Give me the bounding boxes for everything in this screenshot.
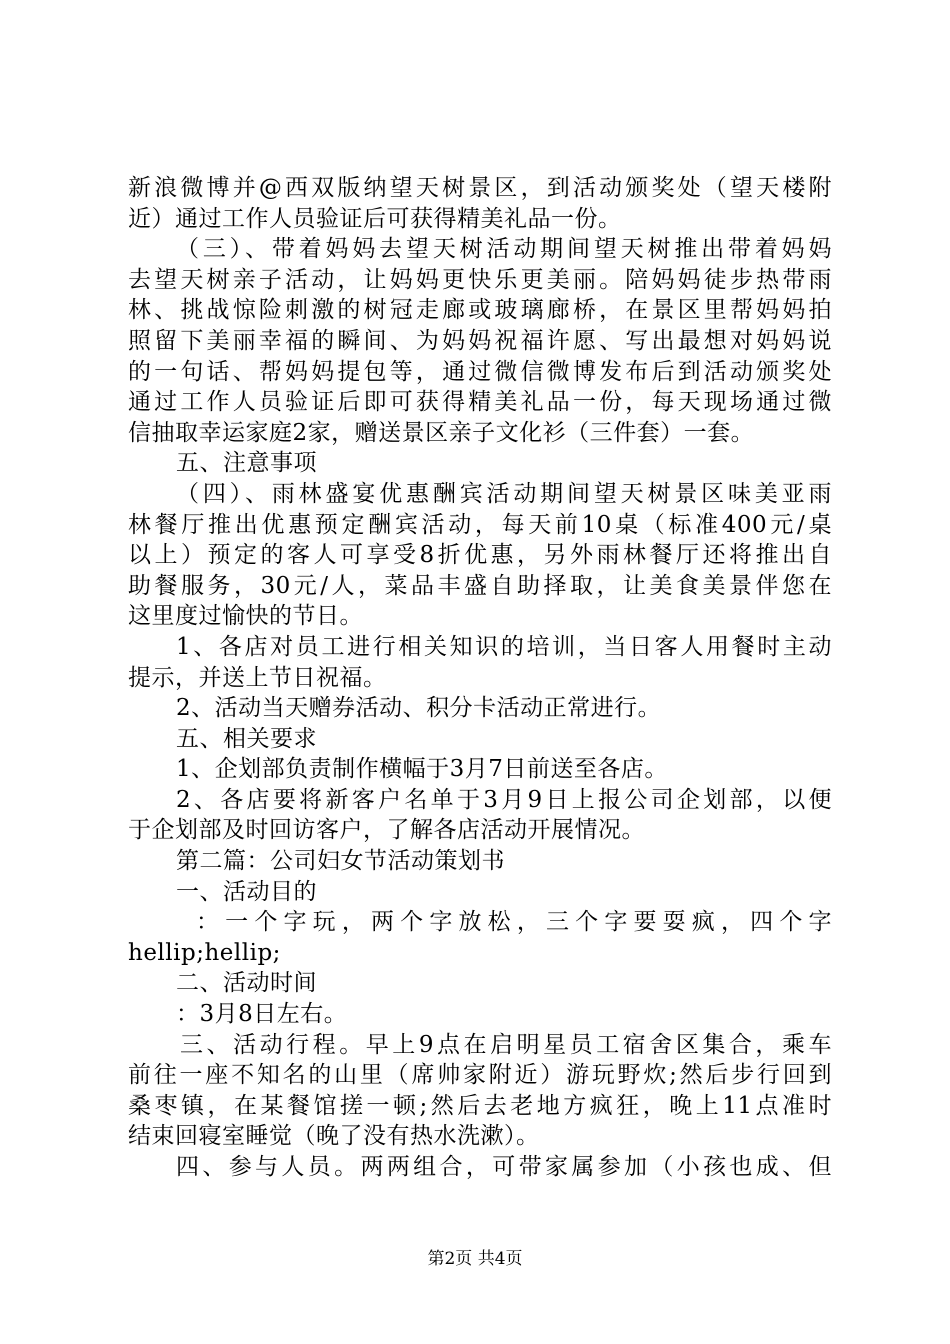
page-number-footer: 第2页 共4页 xyxy=(427,1249,523,1269)
text-line: 以上）预定的客人可享受8折优惠，另外雨林餐厅还将推出自 xyxy=(128,542,832,569)
text-line: 信抽取幸运家庭2家，赠送景区亲子文化衫（三件套）一套。 xyxy=(128,419,755,446)
text-line: ：一个字玩，两个字放松，三个字要耍疯，四个字 xyxy=(196,909,832,936)
text-line: 新浪微博并@西双版纳望天树景区，到活动颁奖处（望天楼附 xyxy=(128,175,832,201)
chapter-heading: 第二篇：公司妇女节活动策划书 xyxy=(176,848,505,875)
text-line: 通过工作人员验证后即可获得精美礼品一份，每天现场通过微 xyxy=(128,389,832,416)
section-heading: 五、相关要求 xyxy=(176,725,317,752)
text-line: 于企划部及时回访客户，了解各店活动开展情况。 xyxy=(128,817,645,844)
section-heading: 一、活动目的 xyxy=(176,878,317,905)
text-line: 四、参与人员。两两组合，可带家属参加（小孩也成、但 xyxy=(176,1154,832,1180)
text-line: 照留下美丽幸福的瞬间、为妈妈祝福许愿、写出最想对妈妈说 xyxy=(128,327,832,354)
text-line: 前往一座不知名的山里（席帅家附近）游玩野炊;然后步行回到 xyxy=(128,1062,832,1089)
text-line: 这里度过愉快的节日。 xyxy=(128,603,363,630)
text-line: 提示，并送上节日祝福。 xyxy=(128,664,387,691)
text-line: ：3月8日左右。 xyxy=(176,1001,348,1028)
text-line: 1、各店对员工进行相关知识的培训，当日客人用餐时主动 xyxy=(176,633,832,660)
text-line: 林、挑战惊险刺激的树冠走廊或玻璃廊桥，在景区里帮妈妈拍 xyxy=(128,297,832,324)
text-line: 2、各店要将新客户名单于3月9日上报公司企划部，以便 xyxy=(176,786,832,813)
text-line: hellip;hellip; xyxy=(128,939,281,966)
text-line: 近）通过工作人员验证后可获得精美礼品一份。 xyxy=(128,205,622,232)
text-line: 2、活动当天赠券活动、积分卡活动正常进行。 xyxy=(176,695,662,722)
text-line: （三）、带着妈妈去望天树活动期间望天树推出带着妈妈 xyxy=(176,236,832,263)
text-line: （四）、雨林盛宴优惠酬宾活动期间望天树景区味美亚雨 xyxy=(176,480,832,507)
text-line: 1、企划部负责制作横幅于3月7日前送至各店。 xyxy=(176,756,668,783)
text-line: 结束回寝室睡觉（晚了没有热水洗漱）。 xyxy=(128,1123,540,1150)
text-line: 林餐厅推出优惠预定酬宾活动，每天前10桌（标准400元/桌 xyxy=(128,511,832,538)
text-line: 桑枣镇，在某餐馆搓一顿;然后去老地方疯狂，晚上11点准时 xyxy=(128,1092,832,1119)
document-body xyxy=(128,173,832,1183)
text-line: 三、活动行程。早上9点在启明星员工宿舍区集合，乘车 xyxy=(180,1031,832,1058)
text-line: 去望天树亲子活动，让妈妈更快乐更美丽。陪妈妈徒步热带雨 xyxy=(128,266,832,293)
section-heading: 二、活动时间 xyxy=(176,970,317,997)
section-heading: 五、注意事项 xyxy=(176,450,317,477)
text-line: 助餐服务，30元/人，菜品丰盛自助择取，让美食美景伴您在 xyxy=(128,572,832,599)
text-line: 的一句话、帮妈妈提包等，通过微信微博发布后到活动颁奖处 xyxy=(128,358,832,385)
